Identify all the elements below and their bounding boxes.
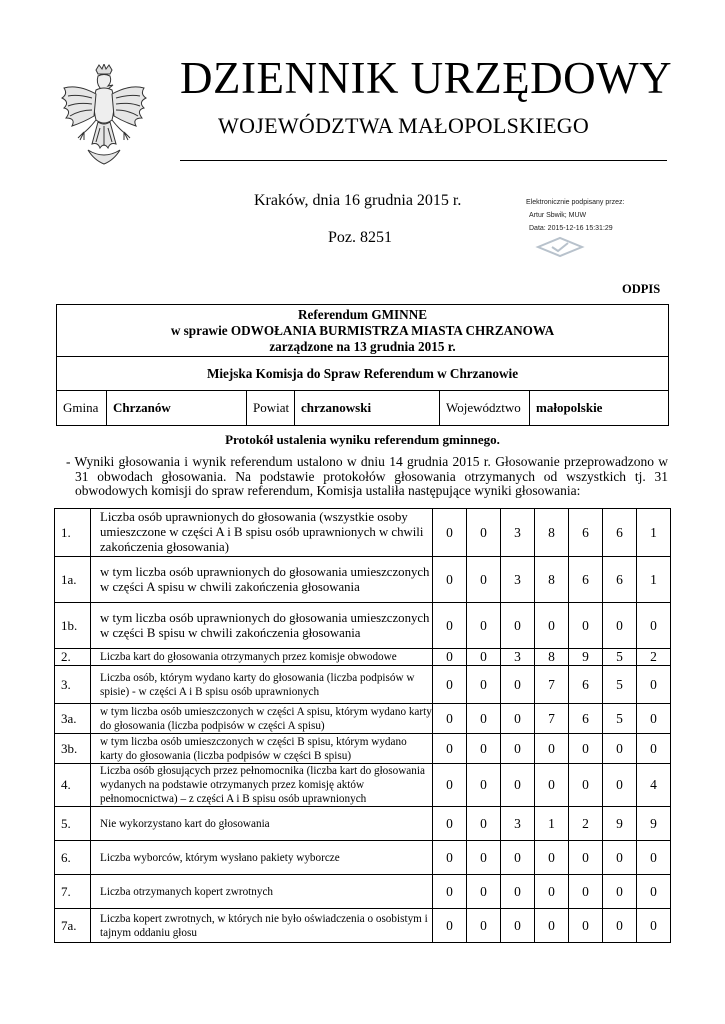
signature-check-icon <box>532 236 588 258</box>
digit-cell: 0 <box>467 704 501 734</box>
row-number: 7. <box>55 875 91 909</box>
digit-cell: 0 <box>467 909 501 943</box>
digit-cell: 0 <box>569 875 603 909</box>
table-row <box>55 704 671 734</box>
digit-cell: 9 <box>637 807 671 841</box>
row-number: 7a. <box>55 909 91 943</box>
table-row <box>55 557 671 603</box>
digit-cell: 0 <box>433 704 467 734</box>
digit-cell: 6 <box>569 509 603 557</box>
digit-cell: 2 <box>637 649 671 666</box>
digit-cell: 0 <box>501 704 535 734</box>
row-number: 3a. <box>55 704 91 734</box>
row-number: 2. <box>55 649 91 666</box>
table-row <box>55 509 671 557</box>
digit-cell: 0 <box>433 875 467 909</box>
referendum-info-box <box>56 304 669 426</box>
table-row <box>55 875 671 909</box>
table-row <box>55 807 671 841</box>
digit-cell: 6 <box>603 509 637 557</box>
voivodeship-label: Województwo <box>440 391 530 425</box>
referendum-date: zarządzone na 13 grudnia 2015 r. <box>269 339 456 354</box>
row-description: w tym liczba osób umieszczonych w części A spisu, którym wydano karty do głosowania (liczba podpisów w części A spisu) <box>91 704 433 734</box>
location-row <box>57 391 668 425</box>
digit-cell: 8 <box>535 509 569 557</box>
digit-cell: 0 <box>501 734 535 764</box>
digit-cell: 0 <box>535 875 569 909</box>
digit-cell: 3 <box>501 557 535 603</box>
digit-cell: 0 <box>603 734 637 764</box>
signature-line: Elektronicznie podpisany przez: <box>526 199 625 206</box>
row-description: Liczba otrzymanych kopert zwrotnych <box>91 875 433 909</box>
digit-cell: 0 <box>433 909 467 943</box>
signature-line: Data: 2015-12-16 15:31:29 <box>529 225 613 232</box>
digit-cell: 0 <box>569 841 603 875</box>
digit-cell: 6 <box>569 557 603 603</box>
digit-cell: 0 <box>603 603 637 649</box>
digit-cell: 0 <box>433 764 467 807</box>
digit-cell: 0 <box>637 875 671 909</box>
digit-cell: 0 <box>501 841 535 875</box>
electronic-signature <box>526 196 624 235</box>
digit-cell: 0 <box>467 603 501 649</box>
digit-cell: 0 <box>467 666 501 704</box>
digit-cell: 0 <box>535 764 569 807</box>
digit-cell: 1 <box>535 807 569 841</box>
digit-cell: 3 <box>501 649 535 666</box>
title-divider <box>180 160 667 161</box>
row-number: 1. <box>55 509 91 557</box>
row-description: w tym liczba osób umieszczonych w części B spisu, którym wydano karty do głosowania (liczba podpisów w części B spisu) <box>91 734 433 764</box>
digit-cell: 0 <box>467 509 501 557</box>
voivodeship-value: małopolskie <box>536 400 603 415</box>
journal-title: DZIENNIK URZĘDOWY <box>180 53 673 103</box>
digit-cell: 8 <box>535 649 569 666</box>
signature-line: Artur Sbwik; MUW <box>529 212 587 219</box>
digit-cell: 0 <box>433 666 467 704</box>
results-table <box>54 508 671 943</box>
digit-cell: 5 <box>603 666 637 704</box>
digit-cell: 0 <box>501 875 535 909</box>
digit-cell: 5 <box>603 649 637 666</box>
digit-cell: 0 <box>535 841 569 875</box>
table-row <box>55 734 671 764</box>
digit-cell: 0 <box>637 841 671 875</box>
gmina-label: Gmina <box>57 391 107 425</box>
referendum-heading <box>57 305 668 357</box>
digit-cell: 0 <box>467 807 501 841</box>
digit-cell: 7 <box>535 704 569 734</box>
row-description: Liczba wyborców, którym wysłano pakiety wyborcze <box>91 841 433 875</box>
digit-cell: 0 <box>501 764 535 807</box>
copy-label: ODPIS <box>622 282 661 296</box>
powiat-label: Powiat <box>247 391 295 425</box>
digit-cell: 0 <box>603 841 637 875</box>
journal-subtitle: WOJEWÓDZTWA MAŁOPOLSKIEGO <box>218 113 590 138</box>
place-date: Kraków, dnia 16 grudnia 2015 r. <box>254 192 462 209</box>
digit-cell: 9 <box>569 649 603 666</box>
referendum-subject: w sprawie ODWOŁANIA BURMISTRZA MIASTA CHRZANOWA <box>170 323 555 338</box>
intro-paragraph <box>66 455 668 499</box>
digit-cell: 6 <box>569 666 603 704</box>
digit-cell: 0 <box>637 666 671 704</box>
table-row <box>55 649 671 666</box>
digit-cell: 0 <box>501 909 535 943</box>
digit-cell: 0 <box>535 909 569 943</box>
table-row <box>55 764 671 807</box>
digit-cell: 0 <box>501 666 535 704</box>
digit-cell: 0 <box>569 734 603 764</box>
row-description: w tym liczba osób uprawnionych do głosowania umieszczonych w części B spisu w chwili zakończenia głosowania <box>91 603 433 649</box>
commission-name: Miejska Komisja do Spraw Referendum w Chrzanowie <box>57 357 668 391</box>
row-description: Nie wykorzystano kart do głosowania <box>91 807 433 841</box>
digit-cell: 0 <box>501 603 535 649</box>
table-row <box>55 909 671 943</box>
row-description: Liczba kopert zwrotnych, w których nie było oświadczenia o osobistym i tajnym oddaniu głosu <box>91 909 433 943</box>
digit-cell: 0 <box>433 603 467 649</box>
row-number: 1b. <box>55 603 91 649</box>
row-number: 6. <box>55 841 91 875</box>
digit-cell: 0 <box>535 734 569 764</box>
digit-cell: 0 <box>603 875 637 909</box>
digit-cell: 0 <box>433 734 467 764</box>
digit-cell: 0 <box>467 841 501 875</box>
digit-cell: 0 <box>569 764 603 807</box>
digit-cell: 0 <box>433 649 467 666</box>
row-number: 3. <box>55 666 91 704</box>
referendum-type: Referendum GMINNE <box>297 307 428 322</box>
digit-cell: 0 <box>467 764 501 807</box>
digit-cell: 0 <box>433 557 467 603</box>
row-description: w tym liczba osób uprawnionych do głosowania umieszczonych w części A spisu w chwili zakończenia głosowania <box>91 557 433 603</box>
position-number: Poz. 8251 <box>328 229 392 246</box>
digit-cell: 0 <box>433 841 467 875</box>
digit-cell: 3 <box>501 807 535 841</box>
digit-cell: 0 <box>603 764 637 807</box>
protocol-title: Protokół ustalenia wyniku referendum gminnego. <box>225 432 500 447</box>
row-description: Liczba osób uprawnionych do głosowania (wszystkie osoby umieszczone w części A i B spisu osób uprawnionych w chwili zakończenia głosowania) <box>91 509 433 557</box>
row-description: Liczba kart do głosowania otrzymanych przez komisje obwodowe <box>91 649 433 666</box>
row-description: Liczba osób, którym wydano karty do głosowania (liczba podpisów w spisie) - w części A i B spisu osób uprawnionych <box>91 666 433 704</box>
digit-cell: 9 <box>603 807 637 841</box>
row-description: Liczba osób głosujących przez pełnomocnika (liczba kart do głosowania wydanych na podstawie otrzymanych przez komisję aktów pełnomocnictwa) – z części A i B spisu osób uprawnionych <box>91 764 433 807</box>
digit-cell: 1 <box>637 557 671 603</box>
digit-cell: 0 <box>569 909 603 943</box>
digit-cell: 0 <box>467 734 501 764</box>
digit-cell: 7 <box>535 666 569 704</box>
digit-cell: 0 <box>467 875 501 909</box>
digit-cell: 6 <box>569 704 603 734</box>
digit-cell: 0 <box>569 603 603 649</box>
digit-cell: 3 <box>501 509 535 557</box>
digit-cell: 2 <box>569 807 603 841</box>
row-number: 5. <box>55 807 91 841</box>
digit-cell: 0 <box>433 509 467 557</box>
table-row <box>55 603 671 649</box>
digit-cell: 1 <box>637 509 671 557</box>
digit-cell: 0 <box>603 909 637 943</box>
digit-cell: 6 <box>603 557 637 603</box>
digit-cell: 4 <box>637 764 671 807</box>
digit-cell: 0 <box>467 557 501 603</box>
digit-cell: 0 <box>433 807 467 841</box>
row-number: 4. <box>55 764 91 807</box>
digit-cell: 5 <box>603 704 637 734</box>
digit-cell: 0 <box>637 704 671 734</box>
row-number: 1a. <box>55 557 91 603</box>
gmina-value: Chrzanów <box>107 391 247 425</box>
digit-cell: 0 <box>637 603 671 649</box>
table-row <box>55 841 671 875</box>
digit-cell: 0 <box>467 649 501 666</box>
intro-text: - Wyniki głosowania i wynik referendum ustalono w dniu 14 grudnia 2015 r. Głosowanie przeprowadzono w 31 obwodach głosowania. Na podstawie protokołów głosowania otrzymanych od wszystkich tj. 31 obwodowych komisji do spraw referendum, Komisja ustaliła następujące wyniki głosowania: <box>66 454 668 498</box>
eagle-emblem-icon <box>58 64 150 168</box>
row-number: 3b. <box>55 734 91 764</box>
powiat-value: chrzanowski <box>295 391 440 425</box>
digit-cell: 8 <box>535 557 569 603</box>
digit-cell: 0 <box>535 603 569 649</box>
table-row <box>55 666 671 704</box>
digit-cell: 0 <box>637 734 671 764</box>
digit-cell: 0 <box>637 909 671 943</box>
